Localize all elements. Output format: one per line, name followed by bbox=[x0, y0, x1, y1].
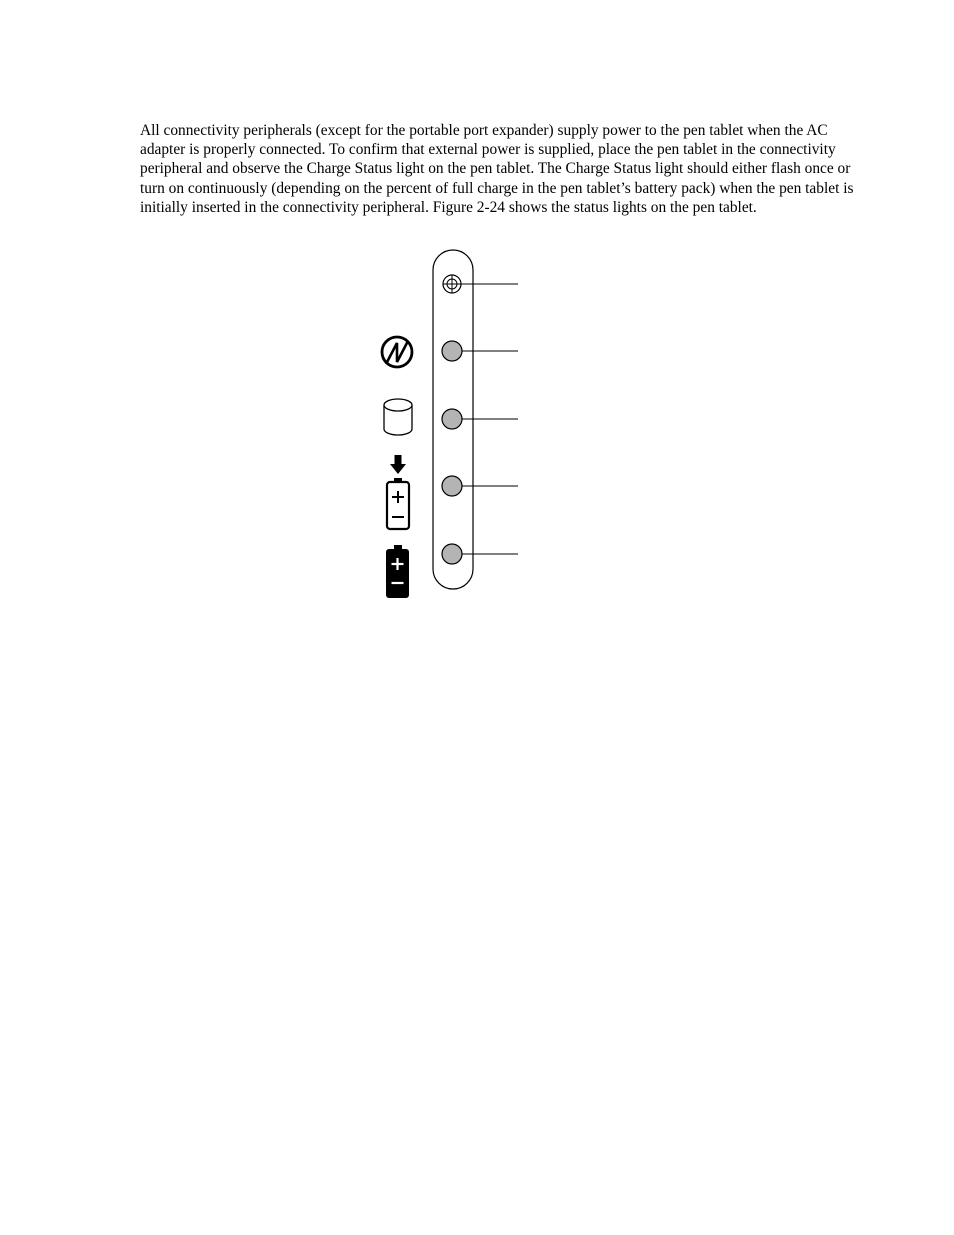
disk-status-light bbox=[442, 409, 462, 429]
power-icon bbox=[382, 337, 412, 367]
body-paragraph: All connectivity peripherals (except for the portable port expander) supply power to the pen tablet when the AC adapter is properly connected. To confirm that external power is supplied, place the pen tablet in the connectivity peripheral and observe the Charge Status light on the pen tablet. The Charge Status light should either flash once or turn on continuously (depending on the percent of full charge in the pen tablet’s battery pack) when the pen tablet is initially inserted in the connectivity peripheral. Figure 2-24 shows the status lights on the pen tablet. bbox=[140, 122, 854, 216]
pen-target-icon bbox=[443, 275, 461, 293]
disk-drive-icon bbox=[384, 399, 412, 435]
charge-status-icon bbox=[387, 455, 409, 529]
status-lights-diagram bbox=[360, 245, 530, 605]
status-lights-figure bbox=[360, 245, 530, 605]
power-status-light bbox=[442, 341, 462, 361]
charge-status-light bbox=[442, 476, 462, 496]
battery-status-light bbox=[442, 544, 462, 564]
battery-icon bbox=[386, 545, 409, 598]
